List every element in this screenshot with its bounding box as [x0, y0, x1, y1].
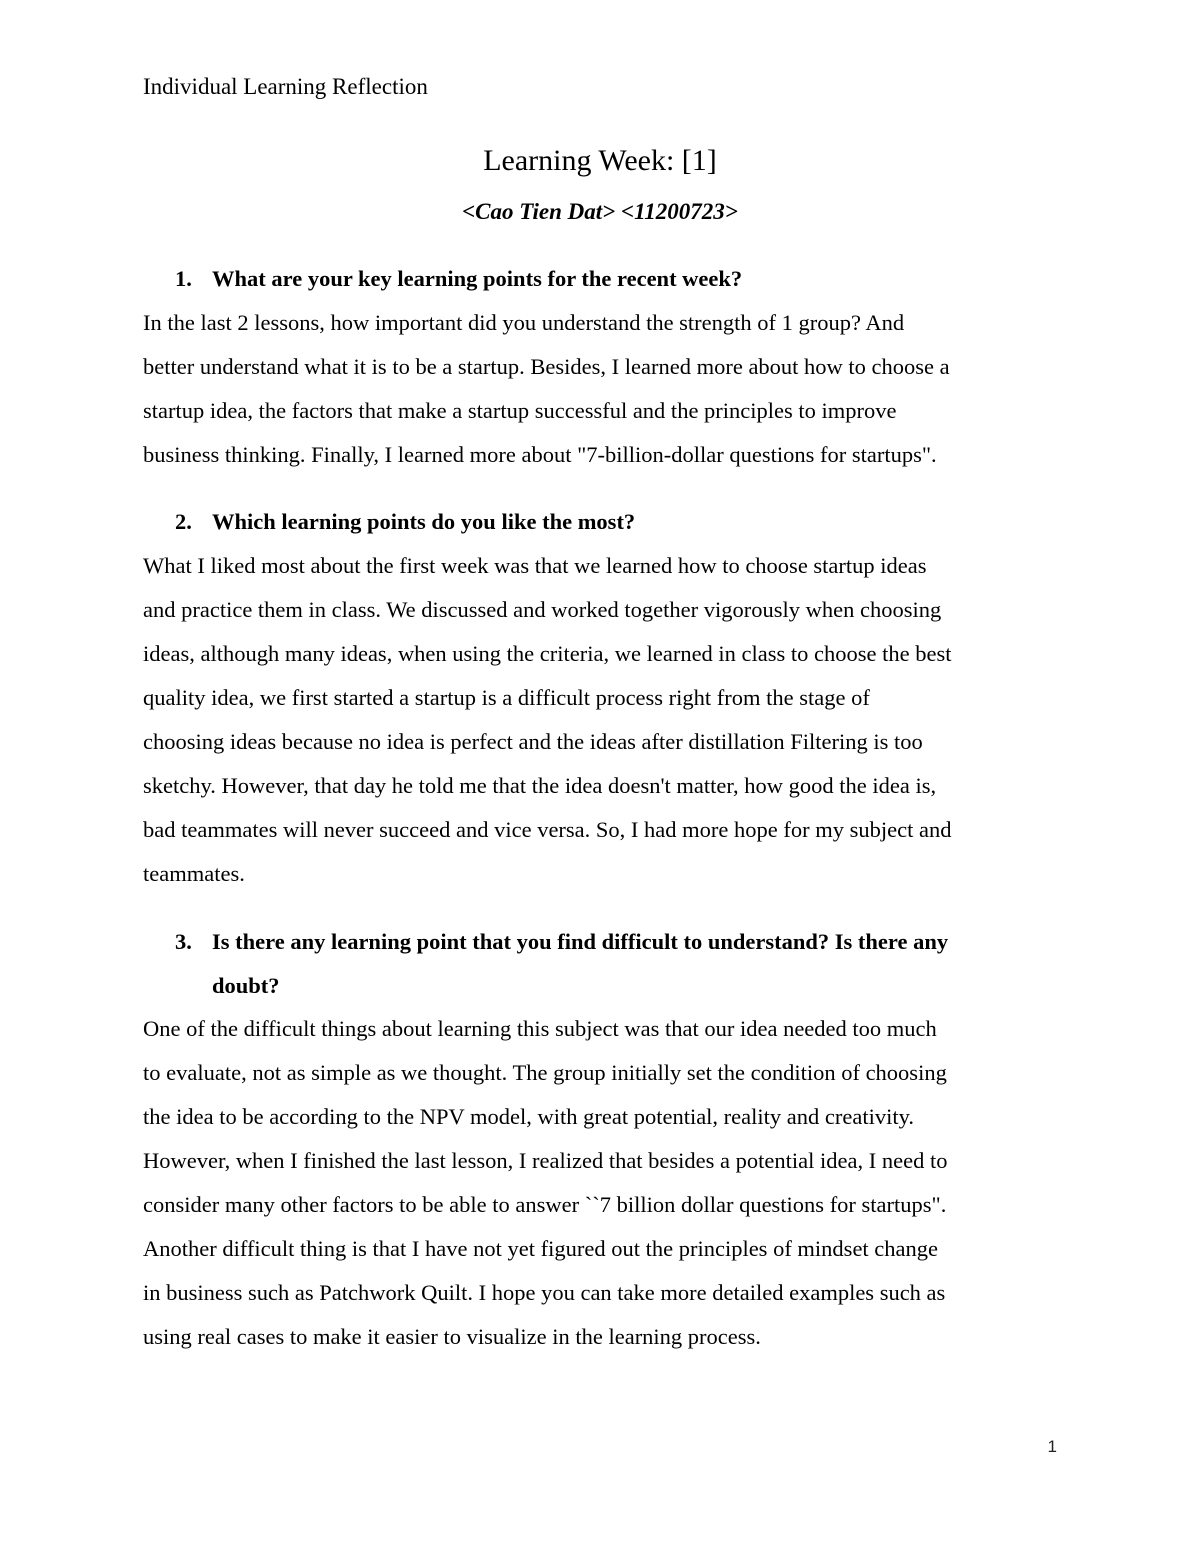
answer-line: better understand what it is to be a startup. Besides, I learned more about how to choose a: [143, 354, 950, 379]
answer-line: consider many other factors to be able to answer ``7 billion dollar questions for startups".: [143, 1192, 947, 1217]
answer-line: In the last 2 lessons, how important did you understand the strength of 1 group? And: [143, 310, 905, 335]
answer-line: to evaluate, not as simple as we thought. The group initially set the condition of choosing: [143, 1060, 947, 1085]
answer-line: teammates.: [143, 861, 245, 886]
answer-line: However, when I finished the last lesson, I realized that besides a potential idea, I need to: [143, 1148, 948, 1173]
answer-line: the idea to be according to the NPV model, with great potential, reality and creativity.: [143, 1104, 915, 1129]
question-3: [143, 920, 1063, 1008]
question-number: 2.: [175, 509, 192, 534]
question-1: [143, 257, 1063, 301]
answer-line: quality idea, we first started a startup is a difficult process right from the stage of: [143, 685, 870, 710]
question-2: [143, 500, 1063, 544]
question-text: What are your key learning points for the recent week?: [212, 266, 743, 291]
answer-line: and practice them in class. We discussed and worked together vigorously when choosing: [143, 597, 942, 622]
answer-line: using real cases to make it easier to visualize in the learning process.: [143, 1324, 761, 1349]
answer-line: sketchy. However, that day he told me that the idea doesn't matter, how good the idea is,: [143, 773, 937, 798]
answer-line: What I liked most about the first week was that we learned how to choose startup ideas: [143, 553, 927, 578]
answer-line: Another difficult thing is that I have not yet figured out the principles of mindset change: [143, 1236, 939, 1261]
answer-2: [143, 544, 1063, 896]
question-number: 3.: [175, 929, 192, 954]
author-line: <Cao Tien Dat> <11200723>: [462, 199, 738, 224]
page-number: 1: [1047, 1437, 1057, 1456]
answer-line: One of the difficult things about learning this subject was that our idea needed too much: [143, 1016, 937, 1041]
answer-3: [143, 1007, 1063, 1359]
answer-line: business thinking. Finally, I learned more about "7-billion-dollar questions for startups".: [143, 442, 937, 467]
running-header: Individual Learning Reflection: [143, 74, 428, 99]
answer-line: bad teammates will never succeed and vice versa. So, I had more hope for my subject and: [143, 817, 952, 842]
question-text-line: doubt?: [212, 973, 280, 998]
answer-line: in business such as Patchwork Quilt. I hope you can take more detailed examples such as: [143, 1280, 946, 1305]
question-text: Which learning points do you like the most?: [212, 509, 636, 534]
answer-line: ideas, although many ideas, when using the criteria, we learned in class to choose the best: [143, 641, 952, 666]
question-number: 1.: [175, 266, 192, 291]
question-text-line: Is there any learning point that you find difficult to understand? Is there any: [212, 929, 949, 954]
answer-1: [143, 301, 1063, 477]
document-title: Learning Week: [1]: [483, 144, 717, 177]
answer-line: choosing ideas because no idea is perfect and the ideas after distillation Filtering is too: [143, 729, 923, 754]
answer-line: startup idea, the factors that make a startup successful and the principles to improve: [143, 398, 897, 423]
